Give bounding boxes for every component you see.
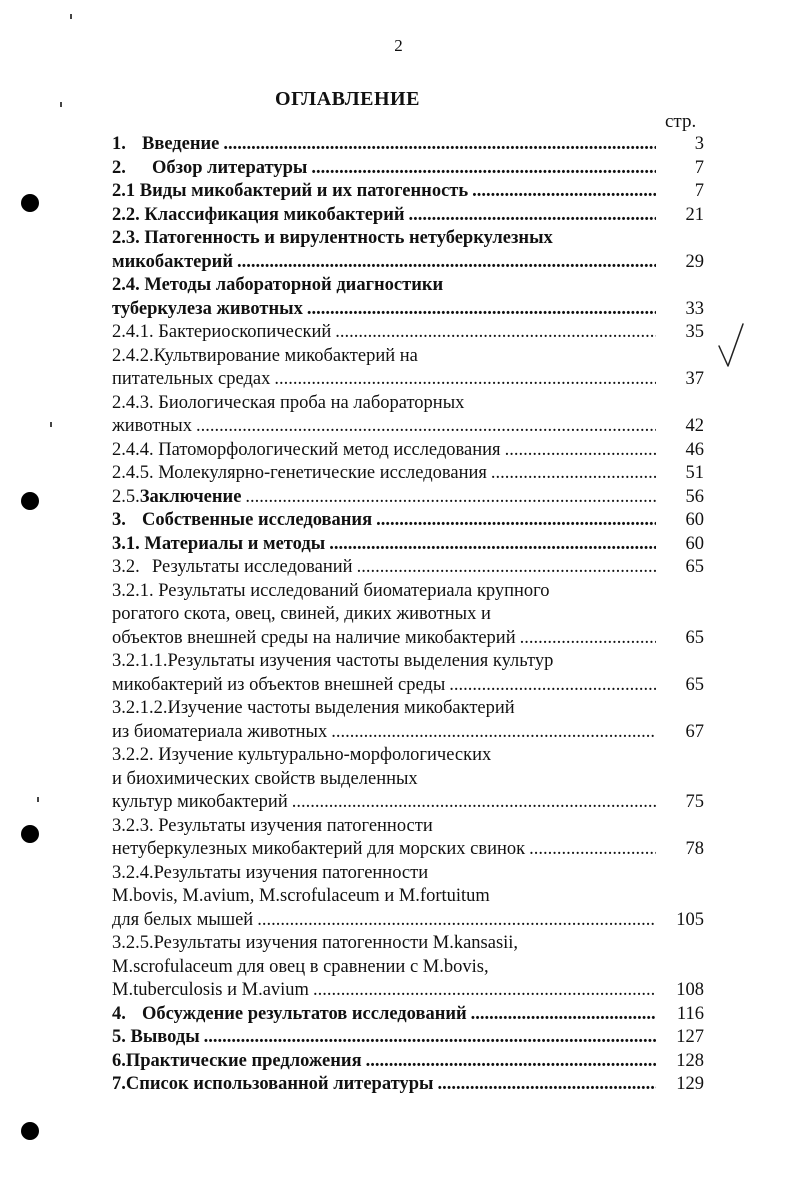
toc-entry-title: 3.2.3. Результаты изучения патогенности xyxy=(112,815,433,836)
punch-hole-mark xyxy=(21,492,39,510)
toc-entry-literature-review[interactable] xyxy=(112,157,704,181)
toc-entry-3-2-1-1[interactable] xyxy=(112,650,704,697)
scan-speck xyxy=(37,797,39,802)
toc-entry-page: 29 xyxy=(685,251,704,272)
toc-entry-3-2-3[interactable] xyxy=(112,815,704,862)
toc-entry-own-research[interactable] xyxy=(112,509,704,533)
toc-entry-title: Введение xyxy=(142,134,220,154)
toc-entry-introduction[interactable] xyxy=(112,133,704,157)
toc-entry-2-3[interactable] xyxy=(112,227,704,274)
toc-entry-title-cont: питательных средах xyxy=(112,369,271,389)
toc-entry-page: 7 xyxy=(694,157,704,178)
toc-leader-dots xyxy=(329,533,656,557)
toc-leader-dots xyxy=(257,909,656,933)
toc-leader-dots xyxy=(292,791,656,815)
toc-leader-dots xyxy=(311,157,656,181)
toc-entry-title-cont: рогатого скота, овец, свиней, диких животных и xyxy=(112,604,491,624)
toc-entry-page: 60 xyxy=(685,533,704,554)
toc-entry-title: 3.1. Материалы и методы xyxy=(112,533,326,554)
toc-entry-title: 7.Список использованной литературы xyxy=(112,1074,434,1094)
toc-entry-title: Заключение xyxy=(139,486,242,507)
toc-entry-2-2[interactable] xyxy=(112,204,704,228)
toc-entry-2-4-1[interactable] xyxy=(112,321,704,345)
toc-leader-dots xyxy=(335,321,656,345)
toc-entry-3-2-2[interactable] xyxy=(112,744,704,815)
toc-entry-references[interactable] xyxy=(112,1073,704,1097)
toc-leader-dots xyxy=(449,674,656,698)
toc-leader-dots xyxy=(366,1050,656,1074)
toc-entry-2-4-4[interactable] xyxy=(112,439,704,463)
toc-entry-discussion[interactable] xyxy=(112,1003,704,1027)
toc-entry-number: 2.5. xyxy=(112,486,140,507)
toc-entry-page: 129 xyxy=(676,1074,704,1094)
toc-entry-title: 3.2.4.Результаты изучения патогенности xyxy=(112,862,429,883)
punch-hole-mark xyxy=(21,1122,39,1140)
toc-entry-title-cont: M.scrofulaceum для овец в сравнении с M.bovis, xyxy=(112,956,489,977)
toc-entry-2-1[interactable] xyxy=(112,180,704,204)
toc-entry-page: 65 xyxy=(685,674,704,695)
toc-entry-title: 2.4.5. Молекулярно-генетические исследования xyxy=(112,463,487,483)
page-title: ОГЛАВЛЕНИЕ xyxy=(275,88,420,110)
toc-entry-title-cont: объектов внешней среды на наличие микобактерий xyxy=(112,627,516,648)
toc-entry-title-cont: для белых мышей xyxy=(112,909,254,930)
toc-leader-dots xyxy=(471,1003,656,1027)
table-of-contents xyxy=(112,133,704,1097)
toc-entry-page: 65 xyxy=(685,627,704,648)
toc-entry-title: 2.4. Методы лабораторной диагностики xyxy=(112,275,444,295)
toc-entry-3-2-1[interactable] xyxy=(112,580,704,651)
toc-leader-dots xyxy=(313,979,656,1003)
toc-entry-title: Собственные исследования xyxy=(142,510,373,530)
toc-entry-3-2-1-2[interactable] xyxy=(112,697,704,744)
toc-entry-page: 128 xyxy=(676,1050,704,1071)
toc-leader-dots xyxy=(331,721,656,745)
toc-entry-title-cont: из биоматериала животных xyxy=(112,721,328,742)
toc-leader-dots xyxy=(491,462,656,486)
toc-entry-2-4-2[interactable] xyxy=(112,345,704,392)
toc-leader-dots xyxy=(376,509,656,533)
toc-leader-dots xyxy=(529,838,656,862)
toc-entry-title-cont: микобактерий из объектов внешней среды xyxy=(112,674,446,695)
toc-entry-3-1[interactable] xyxy=(112,533,704,557)
toc-entry-2-4-3[interactable] xyxy=(112,392,704,439)
toc-entry-title: 2.4.1. Бактериоскопический xyxy=(112,322,332,342)
toc-entry-title: 2.2. Классификация микобактерий xyxy=(112,204,405,225)
toc-entry-page: 42 xyxy=(685,416,704,436)
toc-entry-2-5[interactable] xyxy=(112,486,704,510)
toc-entry-2-4[interactable] xyxy=(112,274,704,321)
toc-entry-page: 35 xyxy=(685,322,704,342)
toc-entry-page: 60 xyxy=(685,510,704,530)
toc-leader-dots xyxy=(274,368,656,392)
toc-entry-page: 46 xyxy=(685,439,704,460)
page-number: 2 xyxy=(394,36,403,55)
toc-entry-page: 75 xyxy=(685,792,704,812)
toc-entry-conclusions[interactable] xyxy=(112,1026,704,1050)
toc-entry-number: 3.2. xyxy=(112,557,140,577)
toc-entry-page: 116 xyxy=(676,1003,704,1024)
toc-entry-number: 2. xyxy=(112,157,126,178)
toc-entry-proposals[interactable] xyxy=(112,1050,704,1074)
toc-entry-title: 2.1 Виды микобактерий и их патогенность xyxy=(112,181,469,201)
toc-entry-number: 4. xyxy=(112,1003,126,1024)
toc-entry-title-cont: микобактерий xyxy=(112,251,233,272)
toc-entry-title: 2.3. Патогенность и вирулентность нетуберкулезных xyxy=(112,228,553,248)
toc-entry-title: 3.2.1. Результаты исследований биоматериала крупного xyxy=(112,580,550,601)
scan-speck xyxy=(50,422,52,427)
toc-entry-page: 7 xyxy=(694,181,704,201)
toc-entry-page: 3 xyxy=(694,134,704,154)
toc-entry-page: 33 xyxy=(685,298,704,319)
toc-entry-title: 2.4.3. Биологическая проба на лабораторных xyxy=(112,392,465,413)
toc-entry-page: 78 xyxy=(685,839,704,859)
toc-leader-dots xyxy=(357,556,656,580)
scan-speck xyxy=(60,102,62,107)
toc-entry-page: 51 xyxy=(685,463,704,483)
toc-entry-number: 3. xyxy=(112,510,126,530)
toc-entry-title: 3.2.1.1.Результаты изучения частоты выделения культур xyxy=(112,651,554,671)
toc-entry-title-cont: и биохимических свойств выделенных xyxy=(112,768,418,789)
toc-entry-page: 37 xyxy=(685,369,704,389)
toc-leader-dots xyxy=(237,251,656,275)
toc-entry-title: 6.Практические предложения xyxy=(112,1050,362,1071)
toc-entry-page: 21 xyxy=(685,204,704,225)
toc-leader-dots xyxy=(437,1073,656,1097)
toc-entry-number: 1. xyxy=(112,134,126,154)
toc-entry-title: 2.4.2.Культвирование микобактерий на xyxy=(112,345,418,366)
checkmark-icon xyxy=(716,322,746,370)
toc-leader-dots xyxy=(520,627,656,651)
toc-entry-title: Обзор литературы xyxy=(152,157,308,178)
toc-entry-title-cont: M.bovis, M.avium, M.scrofulaceum и M.fortuitum xyxy=(112,886,490,906)
toc-leader-dots xyxy=(196,415,656,439)
toc-entry-3-2-4[interactable] xyxy=(112,862,704,933)
toc-entry-page: 67 xyxy=(685,721,704,742)
toc-entry-page: 105 xyxy=(676,909,704,930)
page-column-label: стр. xyxy=(665,111,697,132)
toc-entry-title: 3.2.5.Результаты изучения патогенности M.kansasii, xyxy=(112,933,519,953)
toc-entry-title: 3.2.1.2.Изучение частоты выделения микобактерий xyxy=(112,698,515,718)
toc-entry-page: 65 xyxy=(685,557,704,577)
toc-entry-3-2[interactable] xyxy=(112,556,704,580)
toc-leader-dots xyxy=(409,204,656,228)
toc-entry-3-2-5[interactable] xyxy=(112,932,704,1003)
toc-entry-title: 3.2.2. Изучение культурально-морфологических xyxy=(112,745,492,765)
toc-entry-2-4-5[interactable] xyxy=(112,462,704,486)
toc-entry-title-cont: туберкулеза животных xyxy=(112,298,303,319)
toc-leader-dots xyxy=(472,180,656,204)
toc-entry-title: 5. Выводы xyxy=(112,1027,200,1047)
scan-speck xyxy=(70,14,72,19)
toc-entry-title: Результаты исследований xyxy=(152,557,353,577)
toc-leader-dots xyxy=(223,133,656,157)
toc-entry-title-cont: нетуберкулезных микобактерий для морских свинок xyxy=(112,839,526,859)
toc-entry-page: 108 xyxy=(676,980,704,1000)
toc-leader-dots xyxy=(245,486,656,510)
toc-leader-dots xyxy=(204,1026,656,1050)
toc-entry-title-cont: M.tuberculosis и M.avium xyxy=(112,980,309,1000)
punch-hole-mark xyxy=(21,194,39,212)
toc-entry-title-cont: культур микобактерий xyxy=(112,792,288,812)
toc-entry-title: Обсуждение результатов исследований xyxy=(142,1003,467,1024)
toc-entry-title-cont: животных xyxy=(112,416,192,436)
toc-leader-dots xyxy=(307,298,656,322)
toc-entry-title: 2.4.4. Патоморфологический метод исследования xyxy=(112,439,501,460)
punch-hole-mark xyxy=(21,825,39,843)
toc-entry-page: 56 xyxy=(685,486,704,507)
toc-leader-dots xyxy=(505,439,656,463)
toc-entry-page: 127 xyxy=(676,1027,704,1047)
